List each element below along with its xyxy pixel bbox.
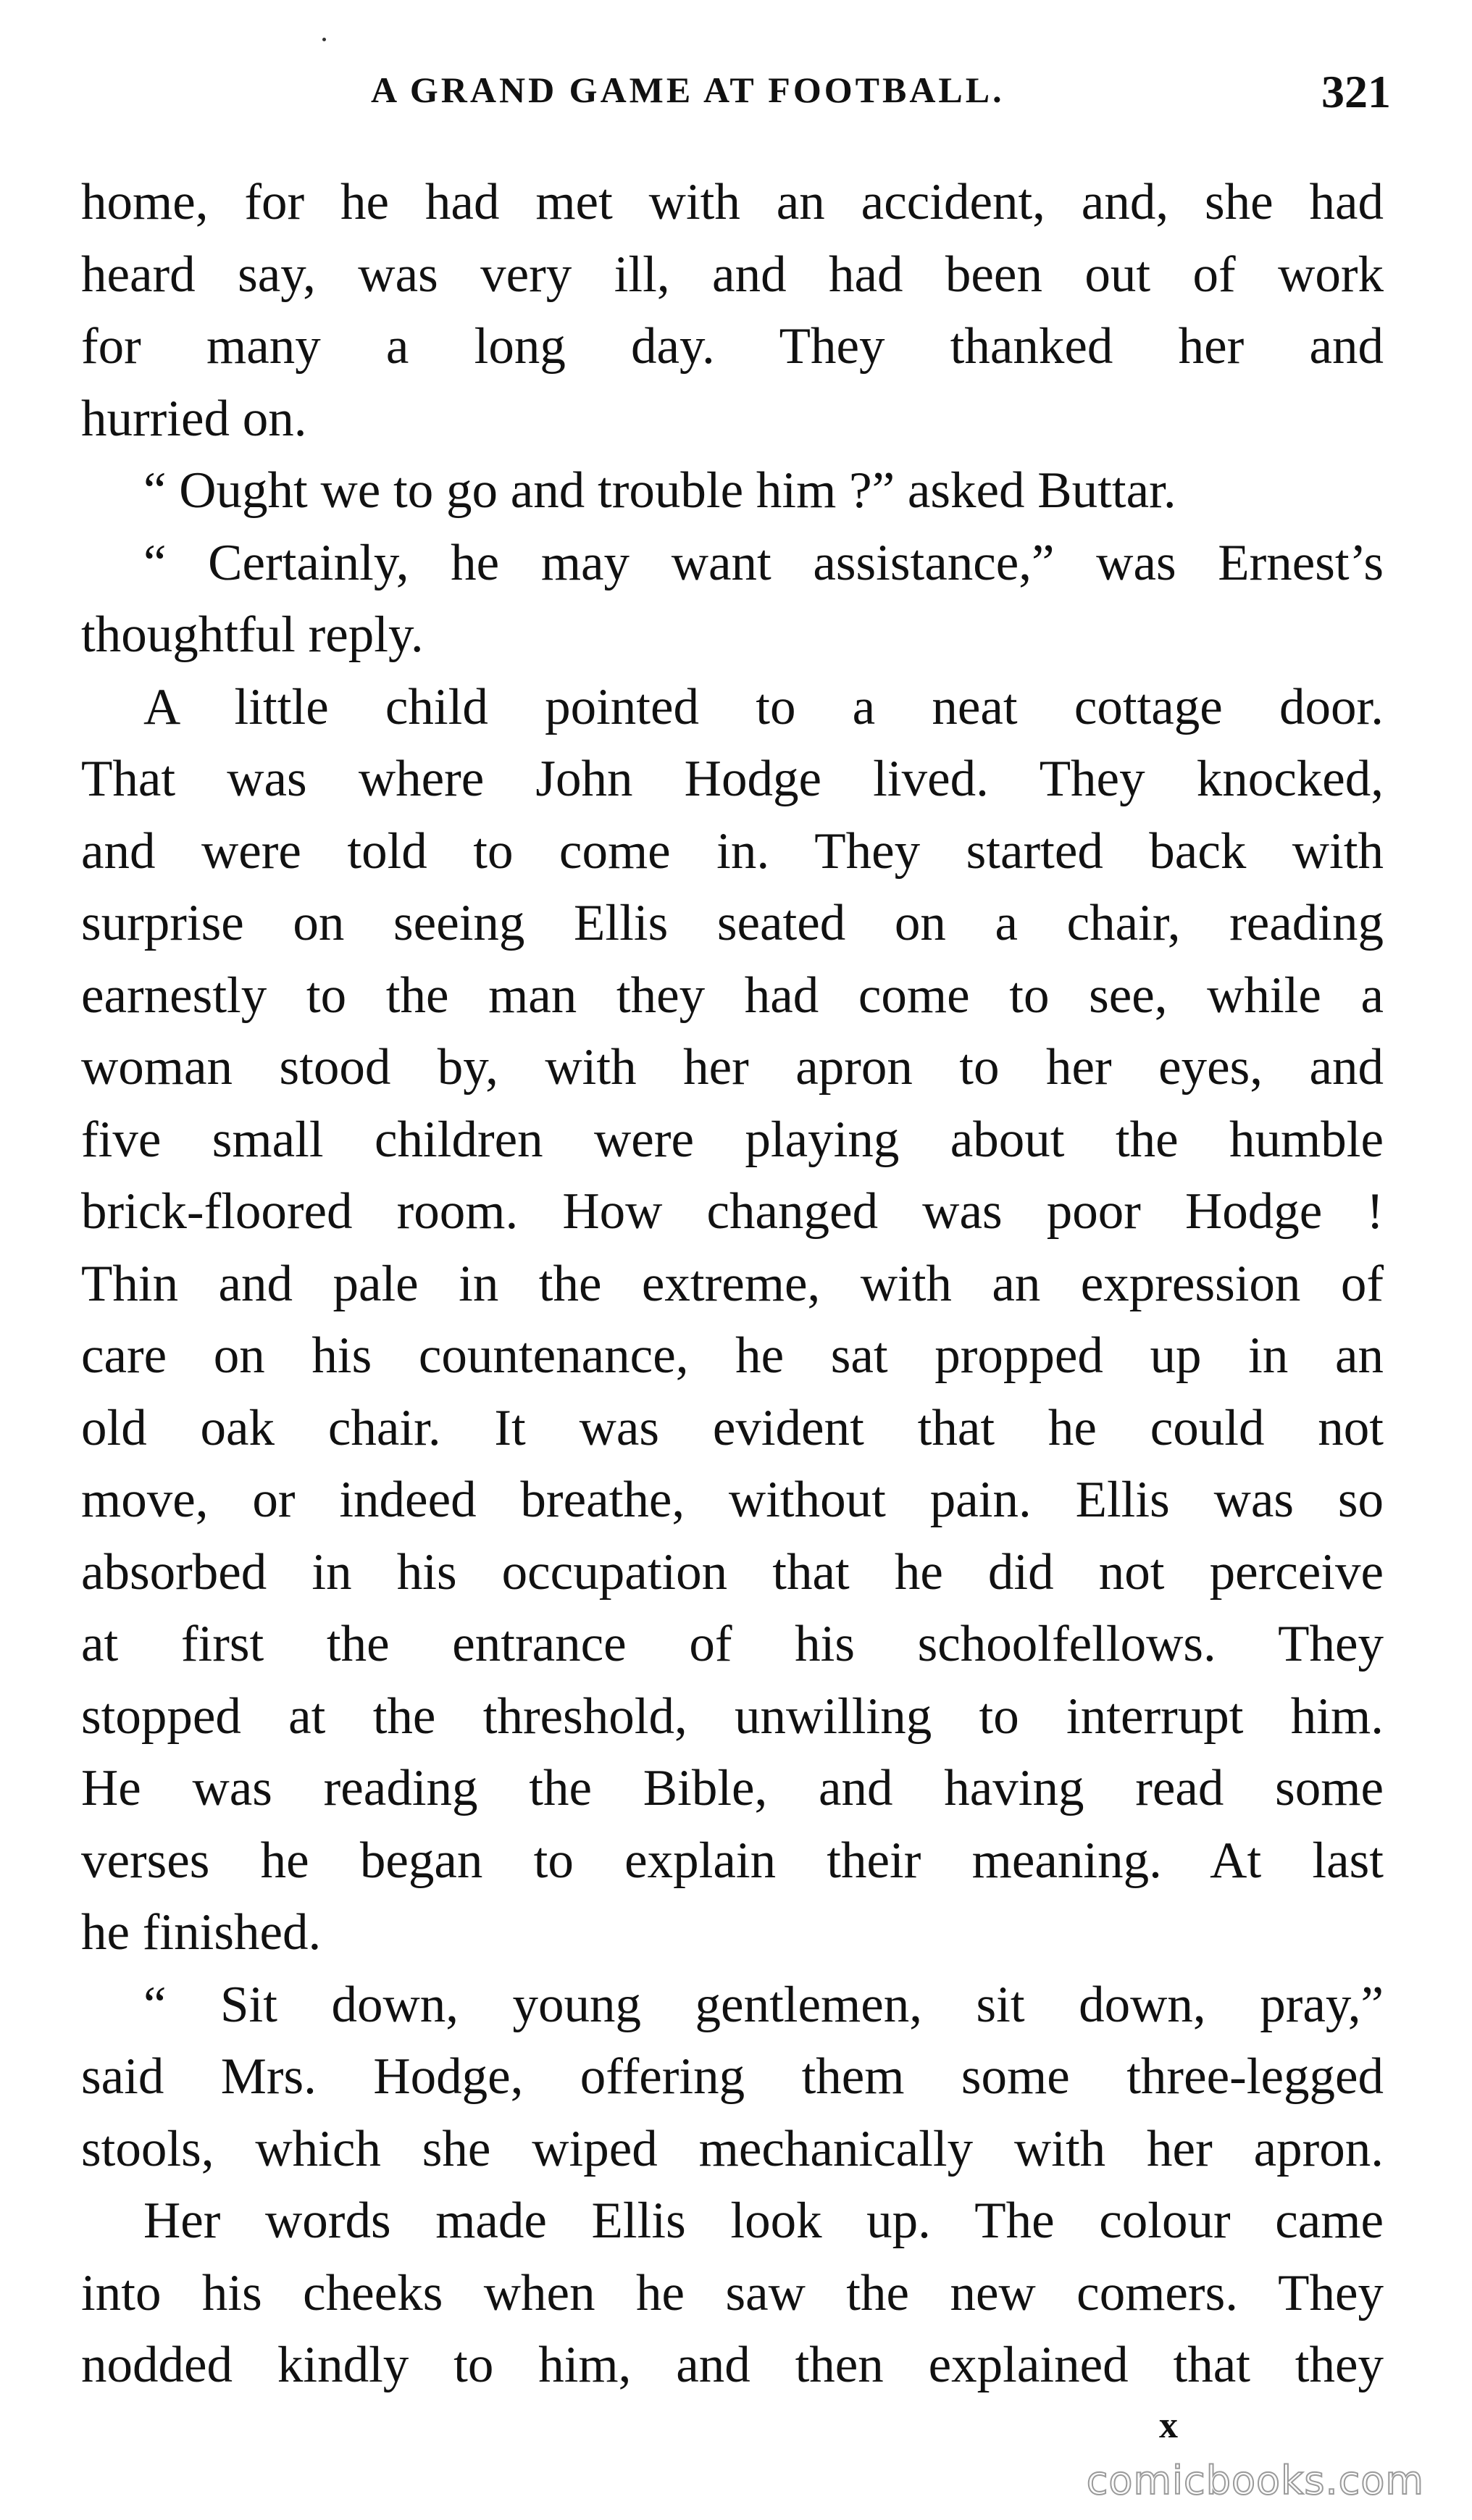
- text-line: thoughtful reply.: [81, 606, 424, 663]
- signature-mark: x: [1159, 2405, 1178, 2446]
- text-line: care on his countenance, he sat propped up in an: [81, 1327, 1384, 1384]
- text-line: Thin and pale in the extreme, with an expression of: [81, 1255, 1384, 1312]
- text-line: for many a long day. They thanked her and: [81, 318, 1384, 375]
- text-line: verses he began to explain their meaning. At last: [81, 1832, 1384, 1889]
- text-line: nodded kindly to him, and then explained that they: [81, 2337, 1384, 2393]
- text-line: stopped at the threshold, unwilling to interrupt him.: [81, 1687, 1384, 1745]
- running-title: A GRAND GAME AT FOOTBALL.: [371, 70, 1005, 110]
- text-line: hurried on.: [81, 390, 307, 447]
- text-line: “ Certainly, he may want assistance,” was Ernest’s: [143, 534, 1384, 591]
- text-line: A little child pointed to a neat cottage door.: [143, 678, 1384, 735]
- watermark: comicbooks.com: [1086, 2458, 1424, 2503]
- text-line: into his cheeks when he saw the new comers. They: [81, 2264, 1384, 2321]
- body-text: [81, 167, 1384, 2402]
- text-line: home, for he had met with an accident, and, she had: [81, 174, 1384, 230]
- page-number: 321: [1321, 66, 1391, 117]
- page-speck: [322, 38, 326, 41]
- text-line: said Mrs. Hodge, offering them some three-legged: [81, 2048, 1384, 2105]
- text-line: brick-floored room. How changed was poor Hodge !: [81, 1183, 1384, 1240]
- text-line: Her words made Ellis look up. The colour came: [143, 2193, 1384, 2249]
- text-line: move, or indeed breathe, without pain. Ellis was so: [81, 1472, 1384, 1528]
- text-line: He was reading the Bible, and having read some: [81, 1760, 1384, 1816]
- text-line: earnestly to the man they had come to see, while a: [81, 967, 1384, 1024]
- text-line: surprise on seeing Ellis seated on a chair, reading: [81, 895, 1384, 951]
- text-line: heard say, was very ill, and had been out of work: [81, 246, 1384, 303]
- text-line: five small children were playing about the humble: [81, 1111, 1384, 1168]
- text-line: and were told to come in. They started back with: [81, 822, 1384, 880]
- text-line: he finished.: [81, 1904, 322, 1961]
- text-line: “ Ought we to go and trouble him ?” asked Buttar.: [143, 462, 1176, 519]
- text-line: at first the entrance of his schoolfellows. They: [81, 1616, 1384, 1672]
- text-line: That was where John Hodge lived. They knocked,: [81, 751, 1384, 807]
- text-line: stools, which she wiped mechanically with her apron.: [81, 2120, 1384, 2177]
- text-line: woman stood by, with her apron to her eyes, and: [81, 1039, 1384, 1096]
- text-line: absorbed in his occupation that he did not perceive: [81, 1543, 1384, 1601]
- text-line: old oak chair. It was evident that he could not: [81, 1399, 1384, 1456]
- text-line: “ Sit down, young gentlemen, sit down, pray,”: [143, 1976, 1384, 2033]
